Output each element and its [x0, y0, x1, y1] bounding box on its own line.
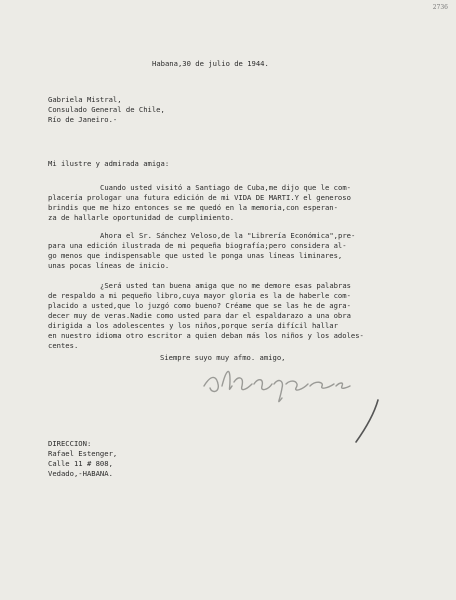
body-line: go menos que indispensable que usted le ponga unas líneas liminares, — [48, 251, 343, 260]
recipient-line: Consulado General de Chile, — [48, 105, 165, 114]
page-number: 2736 — [432, 4, 448, 11]
date-line: Habana,30 de julio de 1944. — [152, 59, 269, 68]
body-line: centes. — [48, 341, 79, 350]
sender-line: Rafael Estenger, — [48, 449, 118, 458]
body-line: Cuando usted visitó a Santiago de Cuba,me dijo que le com- — [100, 183, 351, 192]
body-line: de respaldo a mi pequeño libro,cuya mayor gloria es la de haberle com- — [48, 291, 351, 300]
body-line: za de hallarle oportunidad de cumplimiento. — [48, 213, 235, 222]
recipient-line: Río de Janeiro.- — [48, 115, 118, 124]
body-line: Ahora el Sr. Sánchez Veloso,de la "Librería Económica",pre- — [100, 231, 356, 240]
body-line: ¿Será usted tan buena amiga que no me demore esas palabras — [100, 281, 351, 290]
recipient-line: Gabriela Mistral, — [48, 95, 122, 104]
closing: Siempre suyo muy afmo. amigo, — [160, 353, 286, 362]
sender-line: Vedado,-HABANA. — [48, 469, 113, 478]
body-line: decer muy de veras.Nadie como usted para dar el espaldarazo a una obra — [48, 311, 351, 320]
body-line: en nuestro idioma otro escritor a quien deban más los niños y los adoles- — [48, 331, 364, 340]
handwritten-signature — [200, 356, 400, 446]
sender-line: Calle 11 # 808, — [48, 459, 113, 468]
body-line: placido a usted,que lo juzgó como bueno? Créame que se las he de agra- — [48, 301, 351, 310]
salutation: Mi ilustre y admirada amiga: — [48, 159, 170, 168]
body-line: para una edición ilustrada de mi pequeña biografía;pero considera al- — [48, 241, 347, 250]
body-line: brindis que me hizo entonces se me quedó en la memoria,con esperan- — [48, 203, 338, 212]
body-line: placería prologar una futura edición de mi VIDA DE MARTI.Y el generoso — [48, 193, 351, 202]
body-line: dirigida a los adolescentes y los niños,porque sería difícil hallar — [48, 321, 338, 330]
sender-heading: DIRECCION: — [48, 439, 92, 448]
body-line: unas pocas líneas de inicio. — [48, 261, 170, 270]
